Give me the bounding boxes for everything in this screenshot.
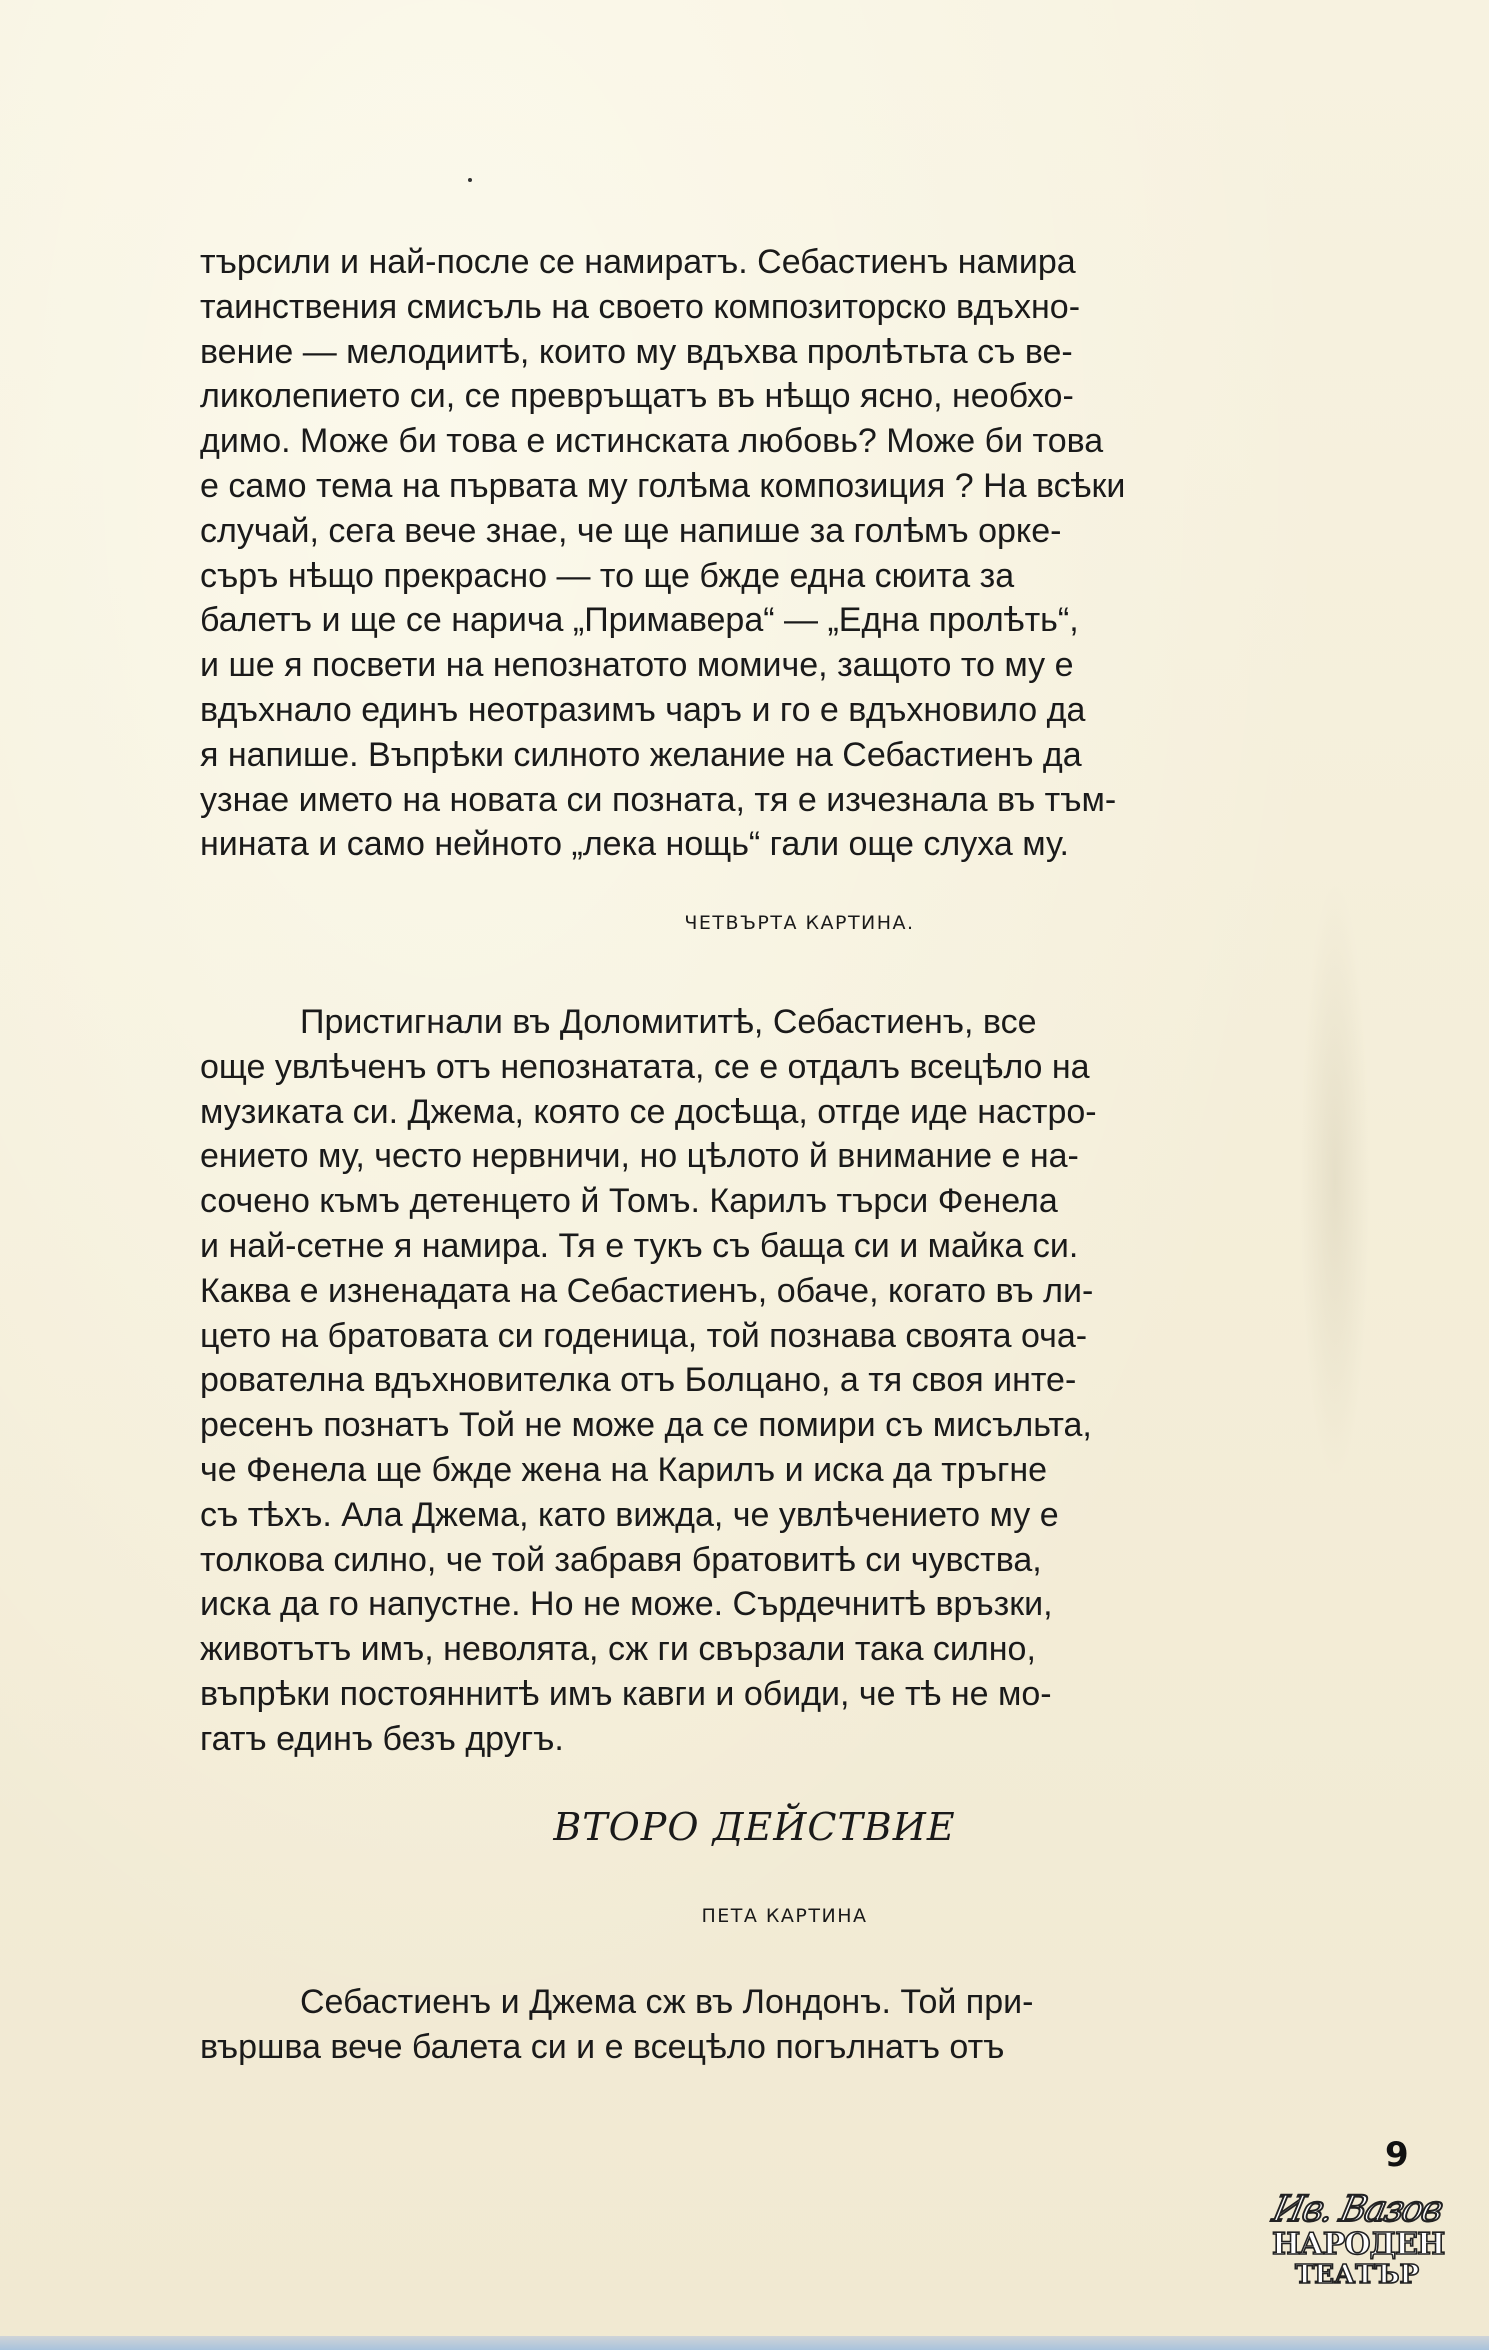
act-two-heading: ВТОРО ДЕЙСТВИЕ (553, 1805, 956, 1849)
text-line: е само тема на първата му голѣма композиция ? На всѣки (200, 466, 1126, 505)
text-line: и ше я посвети на непознатото момиче, защото то му е (200, 646, 1074, 685)
text-line: балетъ и ще се нарича „Примавера“ — „Една пролѣть“, (200, 601, 1079, 640)
logo-text-national: НАРОДЕН (1272, 2227, 1445, 2262)
text-line: ресенъ познатъ Той не може да се помири съ мисъльта, (200, 1406, 1092, 1445)
text-line: Себастиенъ и Джема сж въ Лондонъ. Той при- (300, 1983, 1034, 2021)
page-number: 9 (1385, 2135, 1409, 2175)
logo-signature: Ив. Вазов (1269, 2189, 1446, 2230)
paper-speck (468, 178, 472, 182)
paragraph-scene-four (200, 1000, 1390, 1762)
text-line: Каква е изненадата на Себастиенъ, обаче, когато въ ли- (200, 1271, 1094, 1310)
text-line: я напише. Въпрѣки силното желание на Себастиенъ да (200, 735, 1082, 774)
text-line: Пристигнали въ Доломититѣ, Себастиенъ, все (300, 1003, 1037, 1041)
text-line: ликолепието си, се превръщатъ въ нѣщо ясно, необхо- (200, 377, 1074, 416)
text-line: музиката си. Джема, която се досѣща, отгде иде настро- (200, 1092, 1097, 1131)
text-line: още увлѣченъ отъ непознатата, се е отдалъ всецѣло на (200, 1047, 1090, 1086)
text-line: рователна вдъхновителка отъ Болцано, а тя своя инте- (200, 1361, 1077, 1400)
text-line: и най-сетне я намира. Тя е тукъ съ баща си и майка си. (200, 1226, 1079, 1265)
text-line: ението му, често нервничи, но цѣлото й внимание е на- (200, 1137, 1079, 1176)
text-line: сочено къмъ детенцето й Томъ. Карилъ търси Фенела (200, 1182, 1058, 1221)
text-line: въпрѣки постояннитѣ имъ кавги и обиди, че тѣ не мо- (200, 1674, 1052, 1713)
text-line: нината и само нейното „лека нощь“ гали още слуха му. (200, 825, 1069, 864)
text-line: иска да го напустне. Но не може. Сърдечнитѣ връзки, (200, 1585, 1053, 1624)
text-line: вършва вече балета си и е всецѣло погълнатъ отъ (200, 2027, 1005, 2066)
text-line: че Фенела ще бжде жена на Карилъ и иска да тръгне (200, 1450, 1048, 1489)
text-line: толкова силно, че той забравя братовитѣ си чувства, (200, 1540, 1042, 1579)
text-line: вение — мелодиитѣ, които му вдъхва пролѣтьта съ ве- (200, 332, 1073, 371)
scene-four-heading: ЧЕТВЪРТА КАРТИНА. (684, 912, 915, 934)
text-line: димо. Може би това е истинската любовь? Може би това (200, 422, 1104, 461)
paragraph-scene-five (200, 1980, 1390, 2070)
text-line: гатъ единъ безъ другъ. (200, 1719, 564, 1758)
text-line: вдъхнало единъ неотразимъ чаръ и го е вдъхновило да (200, 690, 1086, 729)
text-line: търсили и най-после се намиратъ. Себастиенъ намира (200, 243, 1076, 281)
national-theatre-logo (1269, 2189, 1446, 2290)
text-line: съ тѣхъ. Ала Джема, като вижда, че увлѣчението му е (200, 1495, 1059, 1534)
text-line: таинствения смисъль на своето композиторско вдъхно- (200, 287, 1081, 326)
text-line: узнае името на новата си позната, тя е изчезнала въ тъм- (200, 780, 1117, 819)
logo-text-theatre: ТЕАТЪР (1294, 2260, 1420, 2290)
text-line: случай, сега вече знае, че ще напише за голѣмъ орке- (200, 511, 1062, 550)
scene-five-heading: ПЕТА КАРТИНА (701, 1905, 868, 1927)
text-line: животътъ имъ, неволята, сж ги свързали така силно, (200, 1630, 1036, 1669)
paragraph-scene-three-ending (200, 240, 1390, 867)
scan-background-edge (0, 2336, 1489, 2350)
text-line: цето на братовата си годеница, той познава своята оча- (200, 1316, 1088, 1355)
text-line: съръ нѣщо прекрасно — то ще бжде една сюита за (200, 556, 1015, 595)
